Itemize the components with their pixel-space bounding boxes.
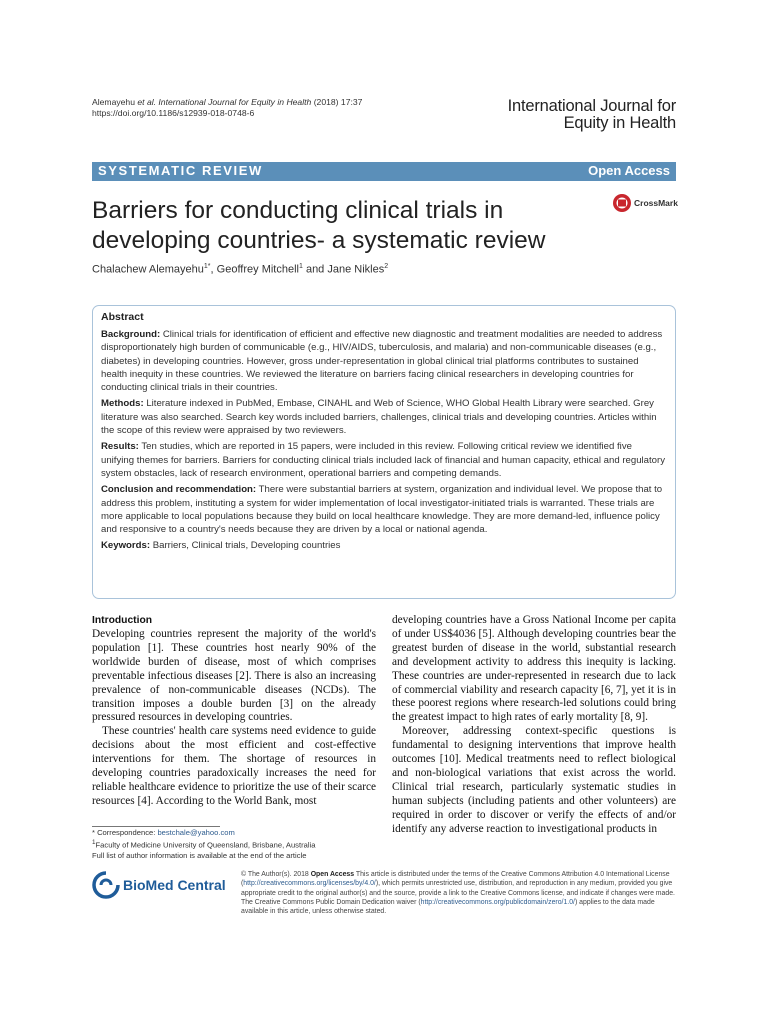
journal-name-line1: International Journal for — [507, 97, 676, 115]
author-separator: , — [210, 263, 217, 276]
affiliation-line — [92, 838, 315, 851]
results-label: Results: — [101, 441, 139, 453]
abstract-conclusion — [101, 483, 667, 536]
crossmark-icon — [612, 193, 680, 213]
abstract-box — [92, 305, 676, 599]
article-type-banner — [92, 162, 676, 181]
journal-name-line2: Equity in Health — [563, 114, 676, 132]
abstract-methods — [101, 397, 667, 437]
biomed-central-logo — [92, 870, 232, 900]
author-affiliation-marker: 1* — [203, 263, 211, 270]
background-text: Clinical trials for identification of efficient and effective new diagnostic and treatment modalities are needed to address disproportionately high burden of communicable (e.g., HIV/AIDS, tuberculosis, and malaria) and non-communicable diseases (e.g., diabetes) in developing countries. However, gross under-representation in global clinical trial platforms contributes to sustained health inequity in these countries. We reviewed the literature on barriers facing clinical researchers in developing countries for conducting clinical trials in their countries. — [101, 329, 663, 394]
author-info-note: Full list of author information is available at the end of the article — [92, 850, 307, 860]
author-name[interactable]: Chalachew Alemayehu — [92, 263, 204, 276]
crossmark-button[interactable] — [612, 193, 680, 213]
cc-zero-waiver-link[interactable]: http://creativecommons.org/publicdomain/zero/1.0/ — [420, 898, 575, 906]
keywords-label: Keywords: — [101, 540, 151, 552]
citation-header — [92, 97, 362, 119]
citation-authors: Alemayehu — [92, 97, 135, 107]
author-separator: and — [302, 263, 328, 276]
citation-journal: International Journal for Equity in Health — [158, 97, 312, 107]
copyright-text: © The Author(s). 2018 — [241, 871, 311, 878]
affiliation-marker: 1 — [92, 839, 96, 846]
biomed-central-logo-icon — [92, 870, 232, 900]
methods-label: Methods: — [101, 398, 144, 410]
cc-by-license-link[interactable]: http://creativecommons.org/licenses/by/4.0/ — [243, 880, 376, 888]
publisher-name: BioMed Central — [123, 877, 226, 893]
license-open-access: Open Access — [310, 871, 355, 878]
correspondence-line — [92, 828, 315, 838]
footnote-divider — [92, 826, 220, 827]
body-paragraph: Developing countries represent the majority of the world's population [1]. These countries host nearly 90% of the worldwide burden of disease, most of which comprises preventable infectious diseases [2]. There is also an increasing prevalence of non-communicable diseases (NCDs). The transition imposes a double burden [3] on the already pressured resources in developing countries. — [92, 628, 376, 724]
abstract-heading: Abstract — [101, 311, 144, 323]
author-affiliation-marker: 2 — [384, 263, 389, 270]
abstract-results — [101, 440, 667, 480]
conclusion-text: There were substantial barriers at system, organization and individual level. We propose that to address this problem, instituting a system for wider implementation of local investigator-initiated trials is warranted. These trials are more applicable to local populations because they build on local healthcare knowledge. They are more demand-led, influence policy and responsive to a country's needs because they are driven by a local or national agenda. — [101, 484, 663, 536]
keywords-text: Barriers, Clinical trials, Developing countries — [152, 540, 341, 552]
body-paragraph: These countries' health care systems need evidence to guide decisions about the most efficient and cost-effective interventions for them. The shortage of resources in developing countries paradoxically increases the need for reliable healthcare evidence to prioritize the use of their scarce resources [4]. According to the World Bank, most — [92, 725, 376, 807]
doi-link[interactable]: https://doi.org/10.1186/s12939-018-0748-6 — [92, 108, 255, 118]
title-line1: Barriers for conducting clinical trials in — [92, 197, 504, 224]
footnotes — [92, 828, 315, 861]
author-name[interactable]: Geoffrey Mitchell — [216, 263, 299, 276]
title-line2: developing countries- a systematic review — [92, 227, 546, 254]
background-label: Background: — [101, 329, 161, 340]
correspondence-label: * Correspondence: — [92, 828, 158, 837]
affiliation-text: Faculty of Medicine University of Queensland, Brisbane, Australia — [95, 840, 316, 850]
body-paragraph: Moreover, addressing context-specific questions is fundamental to designing interventions that improve health outcomes [10]. Medical treatments need to reflect biological and non-biological variations that exist across the world. Clinical trial research, particularly systematic studies in human subjects (including patients and other volunteers) are required in order to discover or verify the effects of and/or identify any adverse reaction to investigational products in — [392, 725, 676, 835]
methods-text: Literature indexed in PubMed, Embase, CINAHL and Web of Science, WHO Global Health Library were searched. Grey literature was also searched. Search key words included barriers, challenges, clinical trials and developing countries. Articles within the scope of this review were appraised by two reviewers. — [101, 398, 657, 437]
article-title — [92, 196, 612, 256]
citation-year-volume: (2018) 17:37 — [313, 97, 363, 107]
abstract-keywords — [101, 539, 667, 552]
license-text: ), which permits unrestricted use, distribution, and reproduction in any medium, provided you give appropriate credit to the original author(s) and the source, provide a link to the Creative Commons license, and indicate if changes were made. The Creative Commons Public Domain Dedication waiver ( — [241, 880, 675, 906]
license-text: ) applies to the data made available in this article, unless otherwise stated. — [241, 898, 655, 916]
crossmark-label: CrossMark — [634, 198, 678, 208]
body-paragraph: developing countries have a Gross National Income per capita of under US$4036 [5]. Although developing countries bear the greatest burden of disease in the world, substantial research and development activity to address this inequity is lacking. These countries are under-represented in research due to lack of commercial viability and research capacity [6, 7], yet it is in these poorest regions where research-led solutions could bring the greatest impact to high rates of early mortality [8, 9]. — [392, 614, 676, 724]
conclusion-label: Conclusion and recommendation: — [101, 484, 257, 496]
author-affiliation-marker: 1 — [298, 263, 303, 270]
journal-name — [508, 98, 676, 132]
citation-etal: et al. — [137, 97, 157, 107]
body-right-column — [392, 614, 676, 837]
body-left-column — [92, 614, 376, 809]
abstract-background — [101, 328, 667, 394]
introduction-heading: Introduction — [92, 615, 153, 626]
citation-line — [92, 97, 362, 108]
author-list — [92, 263, 388, 276]
open-access-label: Open Access — [588, 163, 670, 178]
results-text: Ten studies, which are reported in 15 papers, were included in this review. Following critical review we identified five unifying themes for barriers. Barriers for conducting clinical trials included lack of financial and human capacity, ethical and regulatory system obstacles, lack of research environment, operational barriers and competing demands. — [101, 441, 666, 479]
article-type-label: SYSTEMATIC REVIEW — [98, 163, 263, 178]
license-statement — [241, 870, 681, 916]
correspondence-email-link[interactable]: bestchale@yahoo.com — [157, 828, 235, 837]
license-text: This article is distributed under the terms of the Creative Commons Attribution 4.0 International License ( — [241, 871, 670, 888]
author-name[interactable]: Jane Nikles — [327, 263, 385, 276]
